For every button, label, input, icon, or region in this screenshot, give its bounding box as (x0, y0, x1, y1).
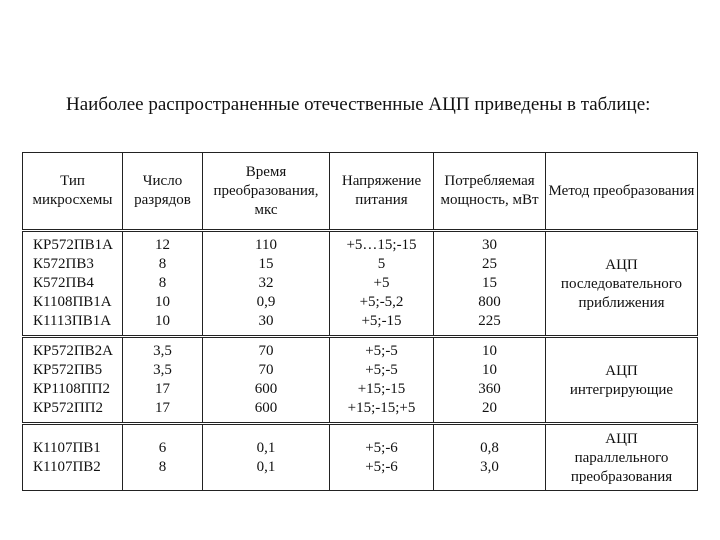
type-cell-line: КР572ПВ2А (33, 343, 114, 359)
bits-cell-line: 10 (155, 294, 170, 310)
bits-cell (123, 231, 203, 337)
header-voltage: Напряжение питания (330, 153, 434, 231)
time-cell-line: 0,9 (256, 294, 276, 310)
time-cell-line: 600 (254, 400, 278, 416)
voltage-cell-line: +5;-5 (365, 362, 398, 378)
time-cell (203, 337, 330, 424)
type-cell-line: К1113ПВ1А (33, 313, 112, 329)
method-cell (546, 424, 698, 491)
type-cell-line: К1107ПВ2 (33, 458, 101, 475)
bits-cell-line: 6 (158, 439, 167, 456)
table-body (23, 231, 698, 491)
voltage-cell-line: +15;-15 (357, 381, 406, 397)
adc-table (22, 152, 698, 491)
method-cell-line: АЦП (605, 363, 638, 379)
bits-cell (123, 337, 203, 424)
bits-cell-line: 8 (158, 458, 167, 475)
method-cell (546, 231, 698, 337)
method-cell-line: АЦП (605, 431, 638, 447)
intro-paragraph: Наиболее распространенные отечественные АЦП приведены в таблице: (66, 94, 651, 115)
type-cell (23, 424, 123, 491)
header-bits: Число разрядов (123, 153, 203, 231)
voltage-cell (330, 231, 434, 337)
type-cell (23, 231, 123, 337)
type-cell-line: К1108ПВ1А (33, 294, 112, 310)
power-cell-line: 10 (482, 343, 497, 359)
power-cell-line: 30 (482, 237, 497, 253)
power-cell-line: 225 (478, 313, 501, 329)
method-cell-line: параллельного (574, 450, 669, 466)
power-cell-line: 25 (482, 256, 497, 272)
time-cell-line: 110 (255, 237, 277, 253)
time-cell-line: 15 (258, 256, 274, 272)
time-cell-line: 600 (254, 381, 278, 397)
power-cell (434, 424, 546, 491)
time-cell-line: 0,1 (256, 439, 276, 456)
type-cell-line: КР572ПП2 (33, 400, 104, 416)
method-cell-line: интегрирующие (569, 382, 674, 398)
power-cell-line: 10 (482, 362, 497, 378)
time-cell (203, 424, 330, 491)
table-row (23, 337, 698, 424)
voltage-cell-line: 5 (377, 256, 386, 272)
type-cell-line: К572ПВ4 (33, 275, 94, 291)
bits-cell (123, 424, 203, 491)
bits-cell-line: 3,5 (153, 362, 172, 378)
voltage-cell-line: +5;-5 (365, 343, 398, 359)
power-cell (434, 231, 546, 337)
type-cell-line: КР572ПВ1А (33, 237, 114, 253)
voltage-cell (330, 424, 434, 491)
time-cell-line: 0,1 (256, 458, 276, 475)
bits-cell-line: 3,5 (153, 343, 172, 359)
voltage-cell-line: +5;-6 (365, 439, 398, 456)
power-cell-line: 3,0 (480, 458, 499, 475)
power-cell (434, 337, 546, 424)
power-cell-line: 800 (478, 294, 501, 310)
bits-cell-line: 17 (155, 400, 170, 416)
voltage-cell-line: +5;-6 (365, 458, 398, 475)
bits-cell-line: 8 (158, 256, 167, 272)
bits-cell-line: 12 (155, 237, 170, 253)
power-cell-line: 20 (482, 400, 497, 416)
table-row (23, 231, 698, 337)
power-cell-line: 15 (482, 275, 497, 291)
voltage-cell-line: +5 (373, 275, 390, 291)
bits-cell-line: 10 (155, 313, 170, 329)
type-cell (23, 337, 123, 424)
power-cell-line: 0,8 (480, 439, 499, 456)
voltage-cell-line: +5;-5,2 (359, 294, 404, 310)
header-power: Потребляемая мощность, мВт (434, 153, 546, 231)
header-row (23, 153, 698, 231)
time-cell-line: 30 (258, 313, 274, 329)
header-type: Тип микросхемы (23, 153, 123, 231)
voltage-cell (330, 337, 434, 424)
voltage-cell-line: +5…15;-15 (346, 237, 417, 253)
method-cell-line: последовательного (560, 276, 683, 292)
bits-cell-line: 8 (158, 275, 167, 291)
table-row (23, 424, 698, 491)
type-cell-line: К1107ПВ1 (33, 439, 101, 456)
method-cell-line: преобразования (570, 469, 673, 485)
time-cell-line: 70 (258, 362, 274, 378)
type-cell-line: КР1108ПП2 (33, 381, 110, 397)
voltage-cell-line: +15;-15;+5 (347, 400, 416, 416)
method-cell (546, 337, 698, 424)
header-time: Время преобразования, мкс (203, 153, 330, 231)
method-cell-line: АЦП (605, 257, 638, 273)
time-cell-line: 70 (258, 343, 274, 359)
method-cell-line: приближения (578, 295, 665, 311)
type-cell-line: КР572ПВ5 (33, 362, 103, 378)
time-cell-line: 32 (258, 275, 274, 291)
type-cell-line: К572ПВ3 (33, 256, 94, 272)
header-method: Метод преобразования (546, 153, 698, 231)
bits-cell-line: 17 (155, 381, 170, 397)
time-cell (203, 231, 330, 337)
voltage-cell-line: +5;-15 (361, 313, 402, 329)
power-cell-line: 360 (478, 381, 501, 397)
